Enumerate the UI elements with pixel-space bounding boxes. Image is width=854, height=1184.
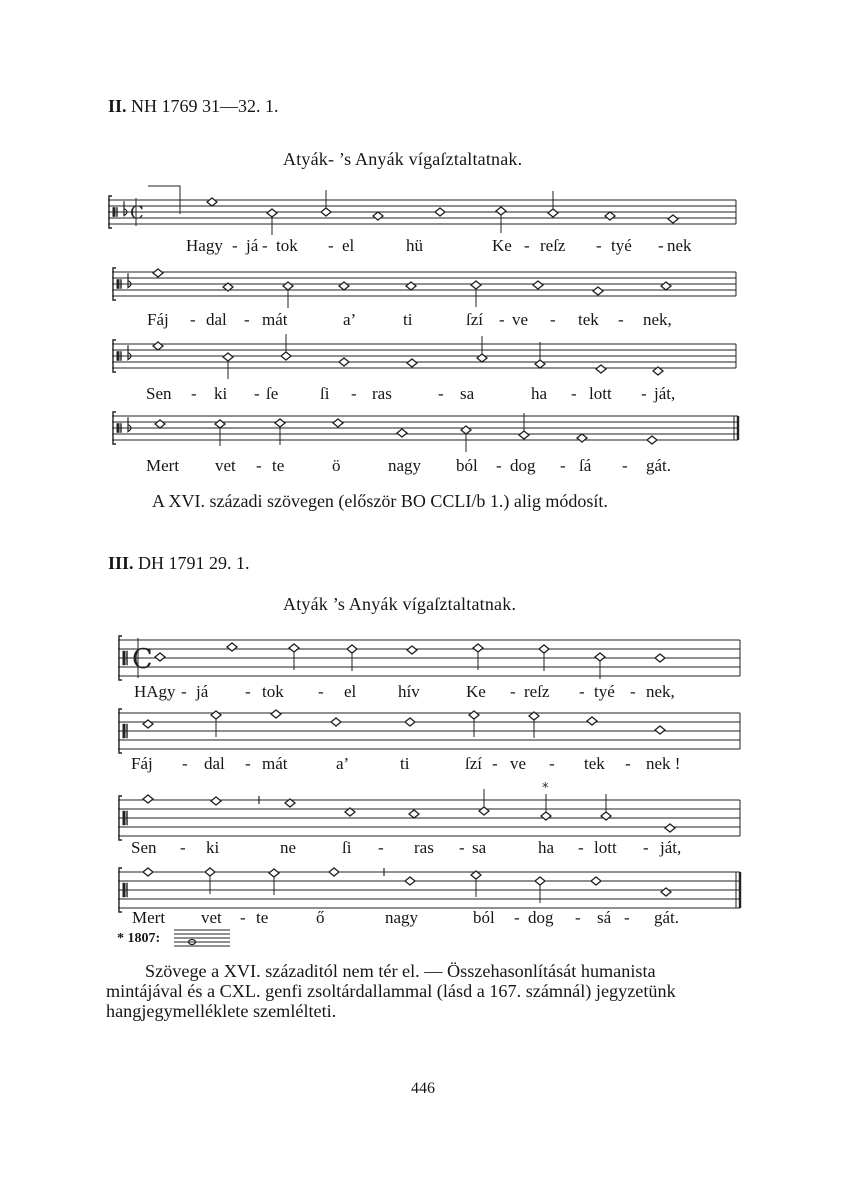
lyric-syllable: ſzí (466, 310, 483, 329)
lyric-syllable: nek, (646, 682, 675, 701)
semibreve-note (405, 877, 415, 885)
lyric-syllable: - (579, 682, 585, 701)
lyric-syllable: - (550, 310, 556, 329)
lyric-syllable: ját, (660, 838, 682, 857)
semibreve-note (535, 877, 545, 885)
editorial-remark: A XVI. századi szövegen (először BO CCLI/b 1.) alig módosít. (152, 491, 608, 511)
lyric-syllable: - (262, 236, 268, 255)
lyric-syllable: lott (594, 838, 617, 857)
section-source: DH 1791 29. 1. (138, 553, 250, 573)
lyric-syllable: já (196, 682, 209, 701)
lyric-syllable: - (549, 754, 555, 773)
lyric-syllable: ból (473, 908, 495, 927)
lyric-syllable: ras (414, 838, 434, 857)
semibreve-note (479, 807, 489, 815)
lyric-syllable: ve (512, 310, 529, 329)
semibreve-note (211, 711, 221, 719)
lyric-syllable: ſi (342, 838, 352, 857)
semibreve-note (665, 824, 675, 832)
lyric-syllable: - (378, 838, 384, 857)
semibreve-note (587, 717, 597, 725)
lyric-syllable: - (624, 908, 630, 927)
lyric-syllable: - (459, 838, 465, 857)
lyric-syllable: ti (403, 310, 413, 329)
lyric-syllable: HAgy (134, 682, 176, 701)
lyric-syllable: ſe (266, 384, 279, 403)
lyric-syllable: hü (406, 236, 423, 255)
lyric-syllable: ha (538, 838, 555, 857)
lyric-syllable: tyé (594, 682, 615, 701)
semibreve-note (347, 645, 357, 653)
semibreve-note (591, 877, 601, 885)
variant-asterisk: * (542, 781, 549, 796)
lyric-syllable: ti (400, 754, 410, 773)
lyric-syllable: reſz (524, 682, 550, 701)
lyric-syllable: - (625, 754, 631, 773)
lyric-syllable: - (571, 384, 577, 403)
lyric-syllable: Fáj (131, 754, 153, 773)
lyric-syllable: - (256, 456, 262, 475)
lyric-syllable: a’ (343, 310, 357, 329)
lyric-syllable: - (524, 236, 530, 255)
lyric-syllable: - (318, 682, 324, 701)
lyric-syllable: Mert (146, 456, 180, 475)
lyric-syllable: lott (589, 384, 612, 403)
semibreve-note (473, 644, 483, 652)
lyric-syllable: te (256, 908, 269, 927)
section-number: III. (108, 553, 134, 573)
semibreve-note (143, 868, 153, 876)
lyric-syllable: te (272, 456, 285, 475)
lyric-syllable: dal (206, 310, 227, 329)
semibreve-note (655, 726, 665, 734)
lyric-syllable: - (622, 456, 628, 475)
semibreve-note (143, 720, 153, 728)
lyric-syllable: - (351, 384, 357, 403)
lyric-syllable: nek, (643, 310, 672, 329)
lyric-syllable: dog (528, 908, 554, 927)
semibreve-note (143, 795, 153, 803)
semibreve-note (539, 645, 549, 653)
lyric-syllable: el (342, 236, 355, 255)
lyric-syllable: tok (276, 236, 298, 255)
lyric-syllable: - (245, 754, 251, 773)
lyric-syllable: - (191, 384, 197, 403)
semibreve-note (331, 718, 341, 726)
lyric-syllable: ne (280, 838, 297, 857)
lyric-syllable: hív (398, 682, 420, 701)
lyric-syllable: nek (667, 236, 692, 255)
lyric-syllable: - (499, 310, 505, 329)
footnote-label: * 1807: (117, 931, 161, 946)
lyric-syllable: Mert (132, 908, 166, 927)
lyric-syllable: ve (510, 754, 527, 773)
semibreve-note (329, 868, 339, 876)
lyric-syllable: - (254, 384, 260, 403)
lyric-syllable: sá (597, 908, 612, 927)
commentary-line-3: hangjegymelléklete szemlélteti. (106, 1001, 337, 1021)
semibreve-note (155, 653, 165, 661)
meter-sign: C (132, 643, 153, 675)
lyric-syllable: ſzí (465, 754, 482, 773)
semibreve-note (405, 718, 415, 726)
lyric-syllable: Sen (131, 838, 157, 857)
lyric-syllable: ſi (320, 384, 330, 403)
lyric-syllable: nek ! (646, 754, 681, 773)
semibreve-note (271, 710, 281, 718)
lyric-syllable: ki (206, 838, 220, 857)
lyric-syllable: - (575, 908, 581, 927)
meter-sign: C (130, 202, 144, 224)
lyric-syllable: nagy (385, 908, 419, 927)
lyric-syllable: tek (578, 310, 599, 329)
lyric-syllable: - (244, 310, 250, 329)
lyric-syllable: ſá (579, 456, 592, 475)
section-source: NH 1769 31—32. 1. (131, 96, 279, 116)
lyric-syllable: - (641, 384, 647, 403)
lyric-syllable: - (180, 838, 186, 857)
lyric-syllable: tek (584, 754, 605, 773)
lyric-syllable: vet (201, 908, 222, 927)
lyric-syllable: Ke (466, 682, 486, 701)
lyric-syllable: tyé (611, 236, 632, 255)
hymn-title: Atyák- ’s Anyák vígaſztaltatnak. (283, 149, 523, 169)
lyric-syllable: ból (456, 456, 478, 475)
lyric-syllable: ha (531, 384, 548, 403)
lyric-syllable: ját, (654, 384, 676, 403)
lyric-syllable: vet (215, 456, 236, 475)
semibreve-note (407, 646, 417, 654)
lyric-syllable: - (240, 908, 246, 927)
semibreve-note (595, 653, 605, 661)
footnote-variant-staff (174, 928, 234, 948)
lyric-syllable: - (181, 682, 187, 701)
semibreve-note (227, 643, 237, 651)
semibreve-note (409, 810, 419, 818)
lyric-syllable: - (245, 682, 251, 701)
lyric-syllable: - (496, 456, 502, 475)
lyric-syllable: Ke (492, 236, 512, 255)
lyric-syllable: a’ (336, 754, 350, 773)
lyric-syllable: já (246, 236, 259, 255)
lyric-syllable: dal (204, 754, 225, 773)
lyric-syllable: - (510, 682, 516, 701)
semibreve-note (661, 888, 671, 896)
lyric-syllable: Fáj (147, 310, 169, 329)
semibreve-note (601, 812, 611, 820)
lyric-syllable: - (328, 236, 334, 255)
lyric-syllable: - (643, 838, 649, 857)
lyric-syllable: - (618, 310, 624, 329)
lyric-syllable: gát. (646, 456, 672, 475)
semibreve-note (469, 711, 479, 719)
lyric-syllable: mát (262, 310, 288, 329)
semibreve-note (289, 644, 299, 652)
lyric-syllable: - (438, 384, 444, 403)
lyric-syllable: reſz (540, 236, 566, 255)
lyric-syllable: ö (332, 456, 341, 475)
hymn-title: Atyák ’s Anyák vígaſztaltatnak. (283, 594, 517, 614)
lyric-syllable: tok (262, 682, 284, 701)
semibreve-note (211, 797, 221, 805)
lyric-syllable: - (190, 310, 196, 329)
semibreve-note (205, 868, 215, 876)
lyric-syllable: sa (460, 384, 475, 403)
lyric-syllable: - (560, 456, 566, 475)
lyric-syllable: - (630, 682, 636, 701)
lyric-syllable: dog (510, 456, 536, 475)
lyric-syllable: ki (214, 384, 228, 403)
commentary-line-1: Szövege a XVI. századitól nem tér el. — Összehasonlítását humanista (145, 961, 656, 981)
section-number: II. (108, 96, 127, 116)
lyric-syllable: mát (262, 754, 288, 773)
semibreve-note (655, 654, 665, 662)
lyric-syllable: - (658, 236, 664, 255)
lyric-syllable: - (182, 754, 188, 773)
lyric-syllable: - (578, 838, 584, 857)
lyric-syllable: Hagy (186, 236, 223, 255)
commentary-line-2: mintájával és a CXL. genfi zsoltárdallammal (lásd a 167. számnál) jegyzetünk (106, 981, 676, 1001)
lyric-syllable: el (344, 682, 357, 701)
lyric-syllable: sa (472, 838, 487, 857)
lyric-syllable: Sen (146, 384, 172, 403)
lyric-syllable: gát. (654, 908, 680, 927)
lyric-syllable: - (596, 236, 602, 255)
semibreve-note (269, 869, 279, 877)
page-number: 446 (411, 1080, 435, 1097)
semibreve-note (541, 812, 551, 820)
lyric-syllable: - (492, 754, 498, 773)
lyric-syllable: - (232, 236, 238, 255)
lyric-syllable: ras (372, 384, 392, 403)
lyric-syllable: nagy (388, 456, 422, 475)
lyric-syllable: - (514, 908, 520, 927)
lyric-syllable: ő (316, 908, 325, 927)
